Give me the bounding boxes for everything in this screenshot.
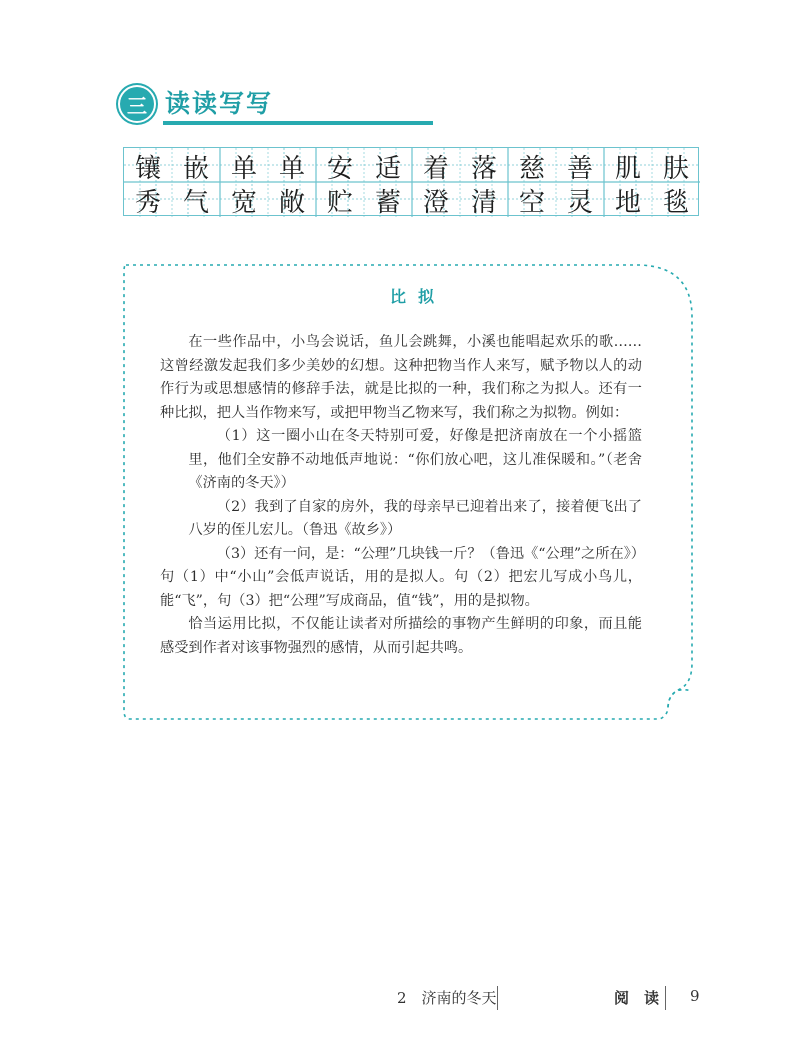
vocab-char: 单 bbox=[278, 153, 305, 184]
footer-lesson: 2 济南的冬天 bbox=[397, 989, 497, 1007]
footer-divider bbox=[497, 986, 498, 1010]
section-heading bbox=[115, 83, 455, 127]
vocab-word bbox=[124, 149, 220, 183]
vocab-char: 嵌 bbox=[182, 153, 209, 184]
vocab-char: 落 bbox=[470, 153, 497, 184]
example-paragraph: （2）我到了自家的房外，我的母亲早已迎着出来了，接着便飞出了八岁的侄儿宏儿。（鲁迅《故乡》） bbox=[188, 498, 642, 538]
vocab-char: 灵 bbox=[566, 187, 593, 218]
vocab-word bbox=[316, 183, 412, 217]
section-number-badge: 三 bbox=[120, 87, 154, 121]
example-paragraph: （3）还有一问，是：“公理”几块钱一斤？（鲁迅《“公理”之所在》） bbox=[216, 545, 645, 562]
body-paragraph: 恰当运用比拟，不仅能让读者对所描绘的事物产生鲜明的印象，而且能感受到作者对该事物强烈的感情，从而引起共鸣。 bbox=[160, 616, 642, 656]
vocab-char: 宽 bbox=[230, 187, 257, 218]
vocab-word bbox=[220, 183, 316, 217]
vocab-char: 毯 bbox=[662, 187, 689, 218]
vocab-char: 单 bbox=[230, 153, 257, 184]
vocab-grid bbox=[123, 147, 699, 216]
vocab-char: 肌 bbox=[614, 153, 641, 184]
vocab-char: 空 bbox=[518, 187, 545, 218]
knowledge-body bbox=[160, 331, 645, 660]
section-underline bbox=[163, 121, 433, 125]
vocab-char: 肤 bbox=[662, 153, 689, 184]
vocab-char: 敞 bbox=[278, 187, 305, 218]
body-paragraph: 句（1）中“小山”会低声说话，用的是拟人。句（2）把宏儿写成小鸟儿，能“飞”，句（3）把“公理”写成商品，值“钱”，用的是拟物。 bbox=[160, 569, 642, 609]
vocab-word bbox=[124, 183, 220, 217]
vocab-word bbox=[316, 149, 412, 183]
vocab-char: 善 bbox=[566, 153, 593, 184]
vocab-char: 秀 bbox=[134, 187, 161, 218]
vocab-char: 适 bbox=[374, 153, 401, 184]
vocab-word bbox=[604, 183, 700, 217]
footer-divider bbox=[665, 986, 666, 1010]
vocab-word bbox=[508, 149, 604, 183]
section-title: 读读写写 bbox=[165, 89, 274, 118]
vocab-char: 慈 bbox=[518, 153, 545, 184]
vocab-char: 贮 bbox=[326, 187, 353, 218]
body-paragraph: 在一些作品中，小鸟会说话，鱼儿会跳舞，小溪也能唱起欢乐的歌……这曾经激发起我们多少美妙的幻想。这种把物当作人来写，赋予物以人的动作行为或思想感情的修辞手法，就是比拟的一种，我们称之为拟人。还有一种比拟，把人当作物来写，或把甲物当乙物来写，我们称之为拟物。例如： bbox=[160, 334, 642, 421]
example-paragraph: （1）这一圈小山在冬天特别可爱，好像是把济南放在一个小摇篮里，他们全安静不动地低声地说：“你们放心吧，这儿准保暖和。”（老舍《济南的冬天》） bbox=[188, 428, 642, 491]
footer-unit: 阅 读 bbox=[614, 989, 660, 1007]
vocab-word bbox=[412, 149, 508, 183]
vocab-char: 气 bbox=[182, 187, 209, 218]
vocab-word bbox=[508, 183, 604, 217]
vocab-char: 地 bbox=[614, 187, 641, 218]
knowledge-title: 比拟 bbox=[390, 287, 447, 306]
page-number: 9 bbox=[690, 987, 700, 1005]
vocab-char: 镶 bbox=[134, 153, 161, 184]
vocab-char: 着 bbox=[422, 153, 449, 184]
vocab-char: 安 bbox=[326, 153, 353, 184]
vocab-char: 澄 bbox=[422, 187, 449, 218]
vocab-word bbox=[412, 183, 508, 217]
vocab-char: 蓄 bbox=[374, 187, 401, 218]
vocab-word bbox=[220, 149, 316, 183]
vocab-char: 清 bbox=[470, 187, 497, 218]
vocab-word bbox=[604, 149, 700, 183]
